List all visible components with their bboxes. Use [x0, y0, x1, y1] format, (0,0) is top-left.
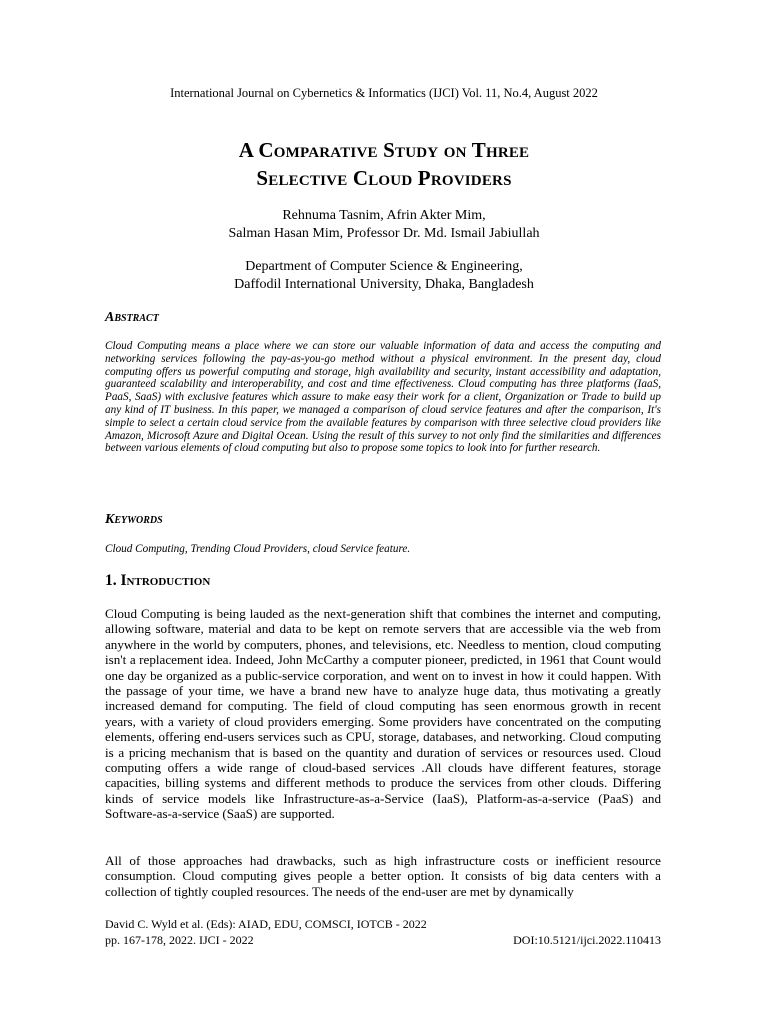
- author-line-1: Rehnuma Tasnim, Afrin Akter Mim,: [282, 208, 486, 223]
- affiliation-line-1: Department of Computer Science & Engineering,: [245, 259, 523, 274]
- footer-pages: [105, 932, 661, 948]
- affiliation-line-2: Daffodil International University, Dhaka, Bangladesh: [234, 277, 534, 292]
- keywords-text: Cloud Computing, Trending Cloud Providers, cloud Service feature.: [105, 543, 411, 555]
- author-line-2: Salman Hasan Mim, Professor Dr. Md. Ismail Jabiullah: [228, 226, 540, 241]
- introduction-heading: 1. Introduction: [105, 572, 211, 589]
- keywords-heading: Keywords: [105, 512, 163, 527]
- footer-doi: DOI:10.5121/ijci.2022.110413: [513, 933, 661, 947]
- footer-editors: David C. Wyld et al. (Eds): AIAD, EDU, COMSCI, IOTCB - 2022: [105, 917, 427, 931]
- author-list: [0, 207, 768, 243]
- footer-pages-text: pp. 167-178, 2022. IJCI - 2022: [105, 933, 254, 947]
- paper-title-line-2: Selective Cloud Providers: [256, 166, 512, 190]
- journal-header: International Journal on Cybernetics & Informatics (IJCI) Vol. 11, No.4, August 2022: [170, 86, 598, 100]
- introduction-paragraph-2: All of those approaches had drawbacks, such as high infrastructure costs or inefficient resource consumption. Cloud computing gives people a better option. It consists of big data centers with a collection of tightly coupled resources. The needs of the end-user are met by dynamically: [105, 853, 661, 899]
- introduction-paragraph-1: Cloud Computing is being lauded as the next-generation shift that combines the internet and computing, allowing software, material and data to be kept on remote servers that are accessible via the web from anywhere in the world by computers, phones, and televisions, etc. Needless to mention, cloud computing isn't a replacement idea. Indeed, John McCarthy a computer pioneer, predicted, in 1961 that Count would one day be organized as a public-service corporation, and went on to invest in how it could happen. With the passage of your time, we have a brand new have to analyze huge data, thus motivating a greatly increased demand for computing. The field of cloud computing has seen enormous growth in recent years, with a variety of cloud providers emerging. Some providers have concentrated on the computing elements, offering end-users services such as CPU, storage, databases, and networking. Cloud computing is a pricing mechanism that is based on the quantity and duration of services or resources used. Cloud computing offers a wide range of cloud-based services .All clouds have different features, storage capacities, billing systems and different methods to produce the services from other clouds. Differing kinds of service models like Infrastructure-as-a-Service (IaaS), Platform-as-a-service (PaaS) and Software-as-a-service (SaaS) are supported.: [105, 606, 661, 822]
- affiliation: [0, 258, 768, 294]
- abstract-text: Cloud Computing means a place where we can store our valuable information of data and access the computing and networking services following the pay-as-you-go method without a physical environment. In the present day, cloud computing offers us powerful computing and storage, high availability and security, instant accessibility and adaptation, guaranteed scalability and interoperability, and cost and time effectiveness. Cloud computing has three platforms (IaaS, PaaS, SaaS) with exclusive features which assure to make easy their work for a client, Organization or Trade to build up any kind of IT business. In this paper, we managed a comparison of cloud service features and after the comparison, It's simple to select a certain cloud service from the available features by comparison with three selective cloud providers like Amazon, Microsoft Azure and Digital Ocean. Using the result of this survey to not only find the similarities and differences between various elements of cloud computing but also to propose some topics to look into for further research.: [105, 340, 661, 455]
- paper-title: [0, 136, 768, 192]
- paper-title-line-1: A Comparative Study on Three: [238, 138, 530, 162]
- abstract-heading: Abstract: [105, 310, 159, 325]
